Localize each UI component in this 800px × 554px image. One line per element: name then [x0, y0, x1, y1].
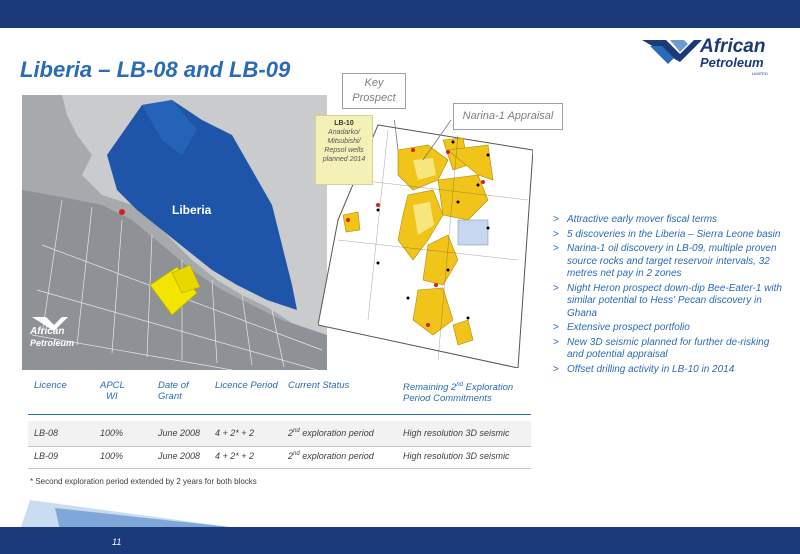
logo-word-petroleum: Petroleum — [700, 55, 764, 70]
header-wi: WI — [106, 391, 118, 402]
regional-map — [22, 95, 327, 370]
logo-word-african: African — [700, 36, 766, 57]
key-prospect-line2: Prospect — [352, 92, 396, 104]
lb10-info-box — [315, 115, 373, 185]
highlight-item: > 5 discoveries in the Liberia – Sierra Leone basin — [553, 229, 788, 242]
cell-period: 4 + 2* + 2 — [215, 428, 255, 438]
top-band — [0, 0, 800, 28]
cell-status-text: exploration period — [299, 451, 374, 461]
cell-date: June 2008 — [158, 428, 201, 438]
header-remaining-a: Remaining 2 — [403, 382, 457, 394]
header-licence: Licence — [34, 380, 67, 391]
logo-word-limited: LIMITED — [752, 71, 768, 76]
narina-appraisal-callout: Narina-1 Appraisal — [453, 103, 563, 130]
cell-status — [288, 428, 374, 438]
bottom-wedge-decoration — [0, 500, 230, 530]
highlight-item: > Narina-1 oil discovery in LB-09, multiple proven source rocks and target reservoir intervals, 32 metres net pay in 2 zones — [553, 243, 788, 281]
header-date-line2: Grant — [158, 391, 182, 402]
cell-status-num: 2 — [288, 428, 294, 438]
header-remaining-b: Exploration — [463, 382, 514, 394]
country-label: Liberia — [172, 203, 212, 217]
header-status: Current Status — [288, 380, 350, 391]
table-row — [28, 447, 531, 469]
footnote: * Second exploration period extended by 2 years for both blocks — [30, 477, 257, 486]
cell-status-text: exploration period — [299, 428, 374, 438]
lb10-text: Anadarko/ Mitsubishi/ Repsol wells planned 2014 — [322, 129, 366, 163]
table-row — [28, 421, 531, 447]
lb10-title: LB-10 — [334, 120, 354, 127]
map-logo-word-african: African — [30, 326, 65, 337]
header-date — [158, 380, 189, 402]
highlight-item: > Attractive early mover fiscal terms — [553, 214, 788, 227]
cell-status — [288, 451, 374, 461]
key-prospect-callout — [342, 73, 406, 109]
cell-period: 4 + 2* + 2 — [215, 451, 255, 461]
highlight-item: > Night Heron prospect down-dip Bee-Eater-1 with similar potential to Hess' Pecan discovery in Ghana — [553, 283, 788, 321]
cell-wi: 100% — [100, 451, 124, 461]
highlight-item: > New 3D seismic planned for further de-risking and potential appraisal — [553, 337, 788, 362]
key-prospect-line1: Key — [364, 77, 384, 89]
page-number: 11 — [112, 537, 122, 547]
page-title: Liberia – LB-08 and LB-09 — [20, 57, 291, 82]
header-date-line1: Date of — [158, 380, 189, 391]
table-header — [28, 377, 531, 415]
map-logo-word-petroleum: Petroleum — [30, 338, 75, 348]
cell-commitment: High resolution 3D seismic — [403, 428, 510, 438]
header-period: Licence Period — [215, 380, 278, 391]
cell-licence: LB-09 — [34, 451, 59, 461]
regional-map-graphic — [22, 95, 327, 370]
cell-status-sup: nd — [293, 428, 300, 434]
highlights-list — [553, 214, 788, 378]
cell-status-sup: nd — [293, 451, 300, 457]
highlight-item: > Extensive prospect portfolio — [553, 322, 788, 335]
header-remaining — [403, 380, 513, 404]
cell-wi: 100% — [100, 428, 124, 438]
highlight-item: > Offset drilling activity in LB-10 in 2014 — [553, 364, 788, 377]
cell-status-num: 2 — [288, 451, 294, 461]
licence-table — [28, 377, 531, 469]
header-remaining-sup: nd — [456, 382, 464, 388]
header-apcl-wi — [100, 380, 125, 402]
header-apcl: APCL — [100, 380, 125, 391]
header-remaining-line2: Period Commitments — [403, 393, 492, 405]
cell-licence: LB-08 — [34, 428, 59, 438]
cell-commitment: High resolution 3D seismic — [403, 451, 510, 461]
cell-date: June 2008 — [158, 451, 201, 461]
